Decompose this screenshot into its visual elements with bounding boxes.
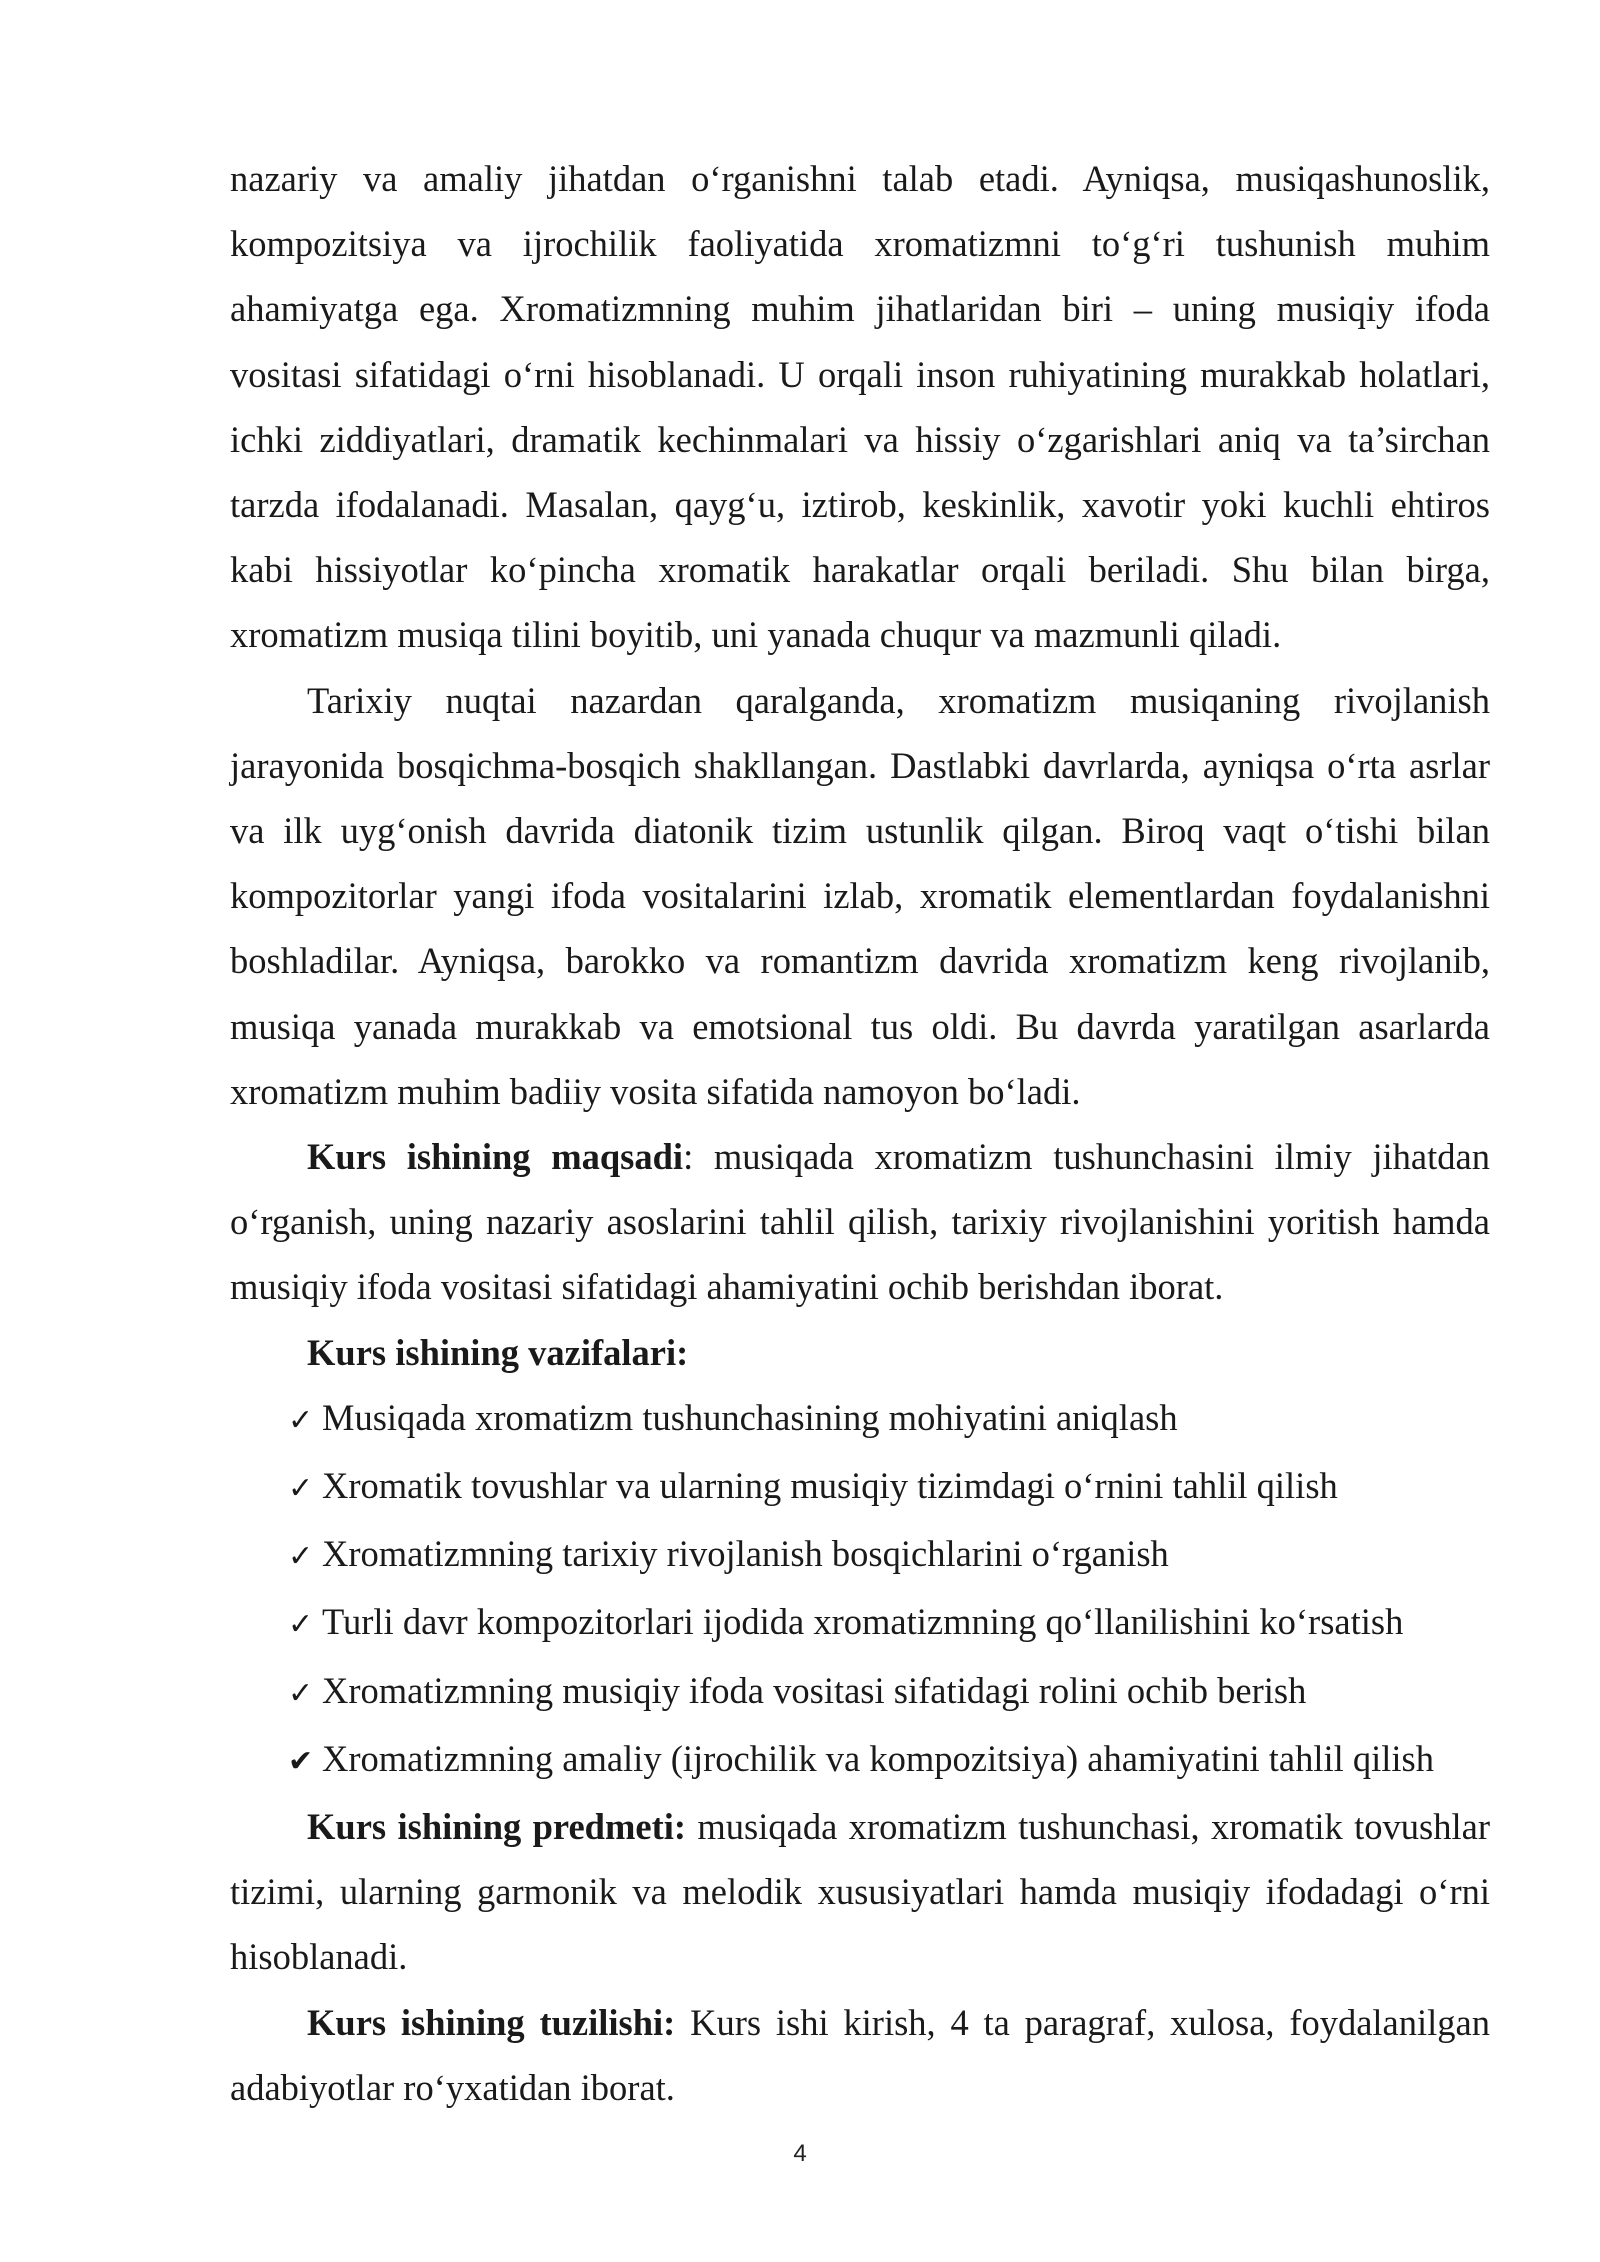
list-item xyxy=(288,1453,1490,1521)
paragraph-subject xyxy=(230,1794,1490,1990)
task-text: Xromatizmning musiqiy ifoda vositasi sifatidagi rolini ochib berish xyxy=(322,1669,1307,1711)
check-icon: ✓ xyxy=(288,1539,314,1575)
task-text: Xromatizmning amaliy (ijrochilik va kompozitsiya) ahamiyatini tahlil qilish xyxy=(322,1737,1435,1779)
list-item xyxy=(288,1589,1490,1657)
task-text: Xromatik tovushlar va ularning musiqiy tizimdagi o‘rnini tahlil qilish xyxy=(322,1465,1338,1507)
list-item xyxy=(288,1521,1490,1589)
task-list xyxy=(230,1385,1490,1794)
check-icon: ✓ xyxy=(288,1402,314,1438)
check-icon: ✔ xyxy=(288,1743,314,1779)
structure-label: Kurs ishining tuzilishi: xyxy=(307,2001,676,2043)
paragraph-structure xyxy=(230,1990,1490,2120)
tasks-label: Kurs ishining vazifalari: xyxy=(307,1331,689,1373)
page-body xyxy=(230,146,1490,2120)
tasks-heading xyxy=(230,1320,1490,1385)
paragraph-history: Tarixiy nuqtai nazardan qaralganda, xromatizm musiqaning rivojlanish jarayonida bosqichma-bosqich shakllangan. Dastlabki davrlarda, ayniqsa o‘rta asrlar va ilk uyg‘onish davrida diatonik tizim ustunlik qilgan. Biroq vaqt o‘tishi bilan kompozitorlar yangi ifoda vositalarini izlab, xromatik elementlardan foydalanishni boshladilar. Ayniqsa, barokko va romantizm davrida xromatizm keng rivojlanib, musiqa yanada murakkab va emotsional tus oldi. Bu davrda yaratilgan asarlarda xromatizm muhim badiiy vosita sifatida namoyon bo‘ladi. xyxy=(230,679,1490,1112)
list-item xyxy=(288,1385,1490,1453)
purpose-label: Kurs ishining maqsadi xyxy=(307,1136,684,1178)
list-item xyxy=(288,1658,1490,1726)
paragraph-purpose xyxy=(230,1124,1490,1320)
task-text: Musiqada xromatizm tushunchasining mohiyatini aniqlash xyxy=(322,1396,1178,1438)
task-text: Turli davr kompozitorlari ijodida xromatizmning qo‘llanilishini ko‘rsatish xyxy=(322,1601,1404,1643)
purpose-text: : musiqada xromatizm tushunchasini ilmiy jihatdan o‘rganish, uning nazariy asoslarini tahlil qilish, tarixiy rivojlanishini yoritish hamda musiqiy ifoda vositasi sifatidagi ahamiyatini ochib berishdan iborat. xyxy=(230,1136,1490,1308)
task-text: Xromatizmning tarixiy rivojlanish bosqichlarini o‘rganish xyxy=(322,1533,1169,1575)
check-icon: ✓ xyxy=(288,1607,314,1643)
paragraph-intro-continuation: nazariy va amaliy jihatdan o‘rganishni talab etadi. Ayniqsa, musiqashunoslik, kompozitsiya va ijrochilik faoliyatida xromatizmni to‘g‘ri tushunish muhim ahamiyatga ega. Xromatizmning muhim jihatlaridan biri – uning musiqiy ifoda vositasi sifatidagi o‘rni hisoblanadi. U orqali inson ruhiyatining murakkab holatlari, ichki ziddiyatlari, dramatik kechinmalari va hissiy o‘zgarishlari aniq va ta’sirchan tarzda ifodalanadi. Masalan, qayg‘u, iztirob, keskinlik, xavotir yoki kuchli ehtiros kabi hissiyotlar ko‘pincha xromatik harakatlar orqali beriladi. Shu bilan birga, xromatizm musiqa tilini boyitib, uni yanada chuqur va mazmunli qiladi. xyxy=(230,158,1490,656)
page-number: 4 xyxy=(793,2140,807,2167)
subject-text: musiqada xromatizm tushunchasi, xromatik tovushlar tizimi, ularning garmonik va melodik xususiyatlari hamda musiqiy ifodadagi o‘rni hisoblanadi. xyxy=(230,1806,1490,1978)
check-icon: ✓ xyxy=(288,1471,314,1507)
check-icon: ✓ xyxy=(288,1675,314,1711)
list-item xyxy=(288,1726,1490,1794)
structure-text: Kurs ishi kirish, 4 ta paragraf, xulosa, foydalanilgan adabiyotlar ro‘yxatidan iborat. xyxy=(230,2001,1490,2108)
subject-label: Kurs ishining predmeti: xyxy=(307,1806,687,1848)
